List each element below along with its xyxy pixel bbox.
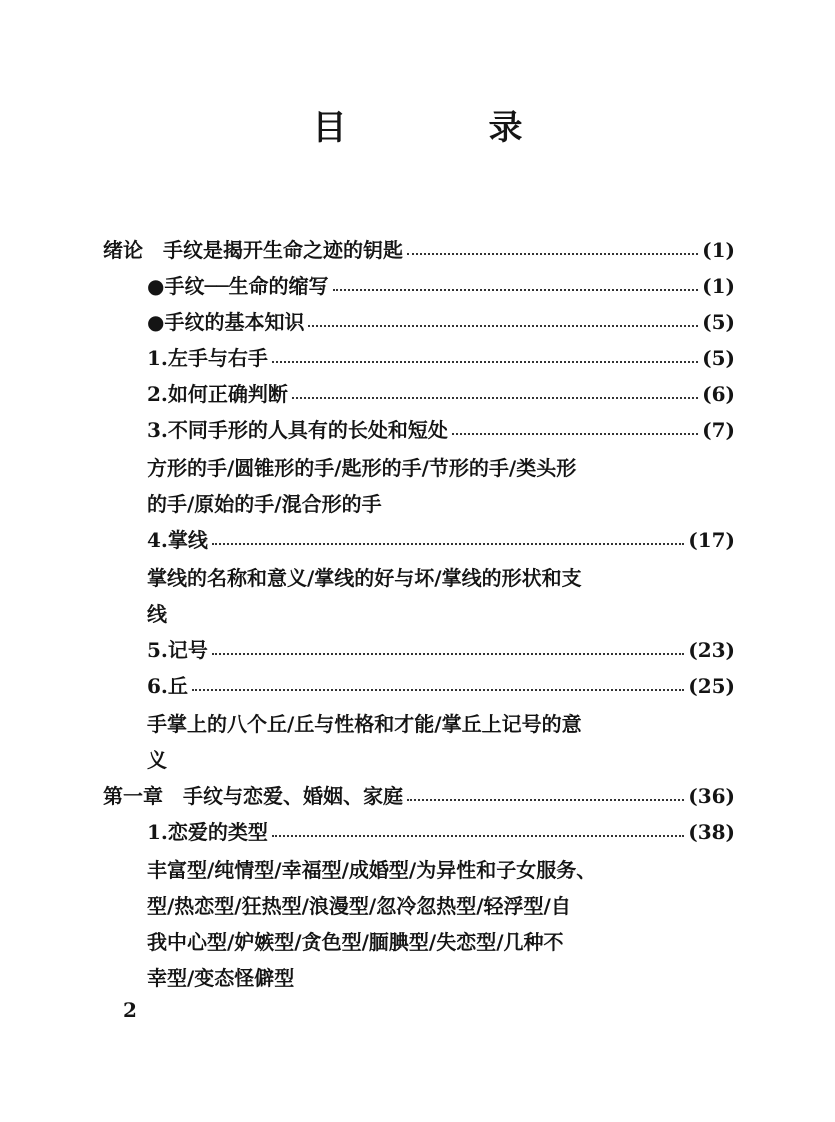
- toc-entry-page: (5): [702, 346, 735, 370]
- toc-entry-label: ●手纹──生命的缩写: [147, 274, 329, 298]
- toc-entry-label: 3.不同手形的人具有的长处和短处: [147, 418, 448, 442]
- toc-entry-label: 4.掌线: [147, 528, 208, 552]
- toc-subtext: 型/热恋型/狂热型/浪漫型/忽冷忽热型/轻浮型/自: [147, 894, 571, 918]
- toc-entry-page: (36): [688, 784, 735, 808]
- toc-entry[interactable]: [147, 412, 735, 448]
- toc-subtext: 的手/原始的手/混合形的手: [147, 492, 382, 516]
- toc-entry-label: 绪论 手纹是揭开生命之迹的钥匙: [103, 238, 403, 262]
- toc-entry[interactable]: [147, 376, 735, 412]
- toc-subtext: 线: [147, 602, 167, 626]
- dot-leader: [192, 689, 684, 691]
- toc-subtext: 手掌上的八个丘/丘与性格和才能/掌丘上记号的意: [147, 712, 582, 736]
- toc-entry-label: ●手纹的基本知识: [147, 310, 305, 334]
- toc-entry[interactable]: [147, 668, 735, 704]
- dot-leader: [452, 433, 698, 435]
- toc-entry-page: (38): [688, 820, 735, 844]
- page-title: 目 录: [312, 108, 577, 148]
- toc-entry-page: (1): [702, 274, 735, 298]
- toc-entry-page: (7): [702, 418, 735, 442]
- toc-subtext: 掌线的名称和意义/掌线的好与坏/掌线的形状和支: [147, 566, 582, 590]
- toc-subtext: 方形的手/圆锥形的手/匙形的手/节形的手/类头形: [147, 456, 577, 480]
- toc-entry-label: 第一章 手纹与恋爱、婚姻、家庭: [103, 784, 403, 808]
- dot-leader: [272, 835, 684, 837]
- dot-leader: [407, 253, 698, 255]
- page-number: 2: [123, 998, 137, 1022]
- toc-entry[interactable]: [147, 304, 735, 340]
- toc-entry[interactable]: [147, 268, 735, 304]
- toc-entry-label: 6.丘: [147, 674, 188, 698]
- toc-entry[interactable]: [147, 814, 735, 850]
- toc-entry-label: 1.恋爱的类型: [147, 820, 268, 844]
- toc-subtext: 幸型/变态怪僻型: [147, 966, 295, 990]
- toc-subtext: 丰富型/纯情型/幸福型/成婚型/为异性和子女服务、: [147, 858, 597, 882]
- toc-entry-page: (25): [688, 674, 735, 698]
- toc-entry-chapter-1[interactable]: [103, 778, 735, 814]
- toc-entry[interactable]: [147, 632, 735, 668]
- dot-leader: [333, 289, 699, 291]
- dot-leader: [292, 397, 698, 399]
- toc-entry-page: (17): [688, 528, 735, 552]
- toc-entry-label: 5.记号: [147, 638, 208, 662]
- dot-leader: [407, 799, 684, 801]
- toc-entry[interactable]: [147, 522, 735, 558]
- toc-entry-intro[interactable]: [103, 232, 735, 268]
- toc-entry-page: (5): [702, 310, 735, 334]
- toc-entry[interactable]: [147, 340, 735, 376]
- toc-entry-page: (1): [702, 238, 735, 262]
- toc-entry-page: (6): [702, 382, 735, 406]
- toc-subtext: 义: [147, 748, 167, 772]
- toc-entry-label: 1.左手与右手: [147, 346, 268, 370]
- dot-leader: [212, 543, 684, 545]
- dot-leader: [308, 325, 698, 327]
- dot-leader: [272, 361, 698, 363]
- toc-entry-label: 2.如何正确判断: [147, 382, 288, 406]
- toc-entry-page: (23): [688, 638, 735, 662]
- dot-leader: [212, 653, 684, 655]
- toc-subtext: 我中心型/妒嫉型/贪色型/腼腆型/失恋型/几种不: [147, 930, 564, 954]
